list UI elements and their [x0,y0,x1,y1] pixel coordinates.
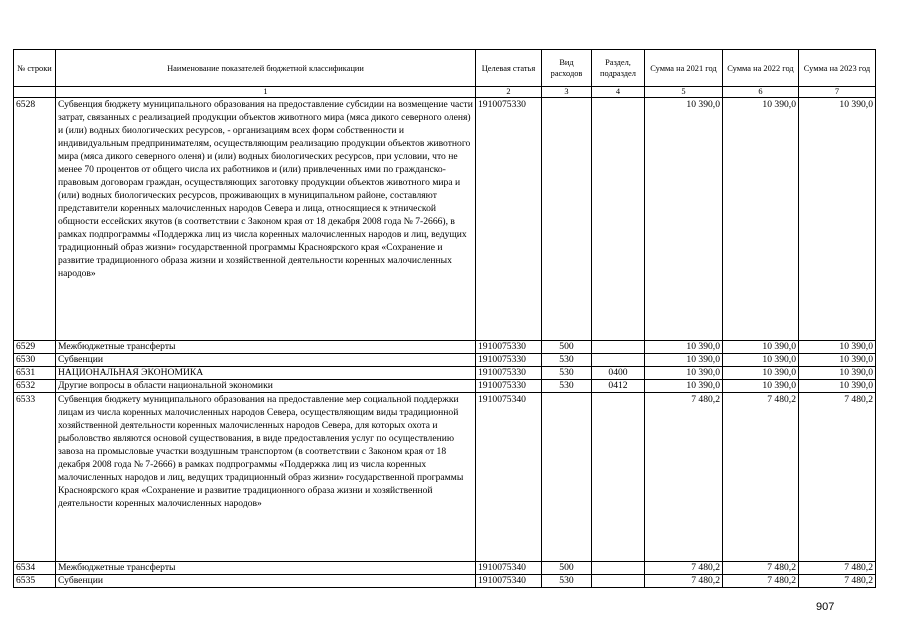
header-type: Вид расходов [542,50,592,87]
row-sum-2021: 10 390,0 [645,380,723,393]
row-sum-2022: 10 390,0 [723,98,799,341]
row-name: НАЦИОНАЛЬНАЯ ЭКОНОМИКА [56,367,476,380]
row-number: 6530 [14,354,56,367]
budget-table [13,49,876,588]
row-name: Межбюджетные трансферты [56,341,476,354]
row-number: 6531 [14,367,56,380]
row-name: Межбюджетные трансферты [56,562,476,575]
header-row-no: № строки [14,50,56,87]
table-row [14,575,876,588]
row-sum-2023: 10 390,0 [799,367,876,380]
table-row [14,393,876,562]
row-number: 6528 [14,98,56,341]
row-type: 530 [542,575,592,588]
row-sum-2023: 7 480,2 [799,393,876,562]
row-section: 0400 [592,367,645,380]
row-section [592,562,645,575]
row-sum-2023: 10 390,0 [799,341,876,354]
row-sum-2023: 7 480,2 [799,575,876,588]
row-target: 1910075340 [476,393,542,562]
column-number: 3 [542,87,592,98]
row-section [592,354,645,367]
column-number: 6 [723,87,799,98]
header-2022: Сумма на 2022 год [723,50,799,87]
row-target: 1910075330 [476,341,542,354]
row-sum-2023: 10 390,0 [799,98,876,341]
row-number: 6529 [14,341,56,354]
row-sum-2021: 7 480,2 [645,562,723,575]
row-sum-2022: 7 480,2 [723,575,799,588]
row-sum-2023: 7 480,2 [799,562,876,575]
table-row [14,354,876,367]
row-target: 1910075330 [476,98,542,341]
column-number: 5 [645,87,723,98]
row-sum-2021: 10 390,0 [645,367,723,380]
row-sum-2022: 10 390,0 [723,367,799,380]
row-name: Субвенции [56,575,476,588]
row-number: 6534 [14,562,56,575]
row-name: Другие вопросы в области национальной экономики [56,380,476,393]
column-number: 4 [592,87,645,98]
column-number: 2 [476,87,542,98]
row-type: 530 [542,380,592,393]
row-sum-2021: 10 390,0 [645,98,723,341]
row-sum-2021: 7 480,2 [645,393,723,562]
row-sum-2022: 10 390,0 [723,354,799,367]
row-section [592,341,645,354]
row-name: Субвенция бюджету муниципального образования на предоставление субсидии на возмещение части затрат, связанных с реализацией продукции объектов животного мира (мяса дикого северного оленя) и (или) водных биологических ресурсов, - организациям всех форм собственности и индивидуальным предпринимателям, осуществляющим реализацию продукции объектов животного мира (мяса дикого северного оленя) и (или) водных биологических ресурсов, при условии, что не менее 70 процентов от общего числа их работников и (или) привлеченных ими по гражданско-правовым договорам граждан, осуществляющих заготовку продукции объектов животного мира и (или) водных биологических ресурсов, проживающих в муниципальном районе, составляют представители коренных малочисленных народов Севера и лица, относящиеся к этнической общности ессейских якутов (в соответствии с Законом края от 18 декабря 2008 года № 7-2666), в рамках подпрограммы «Поддержка лиц из числа коренных малочисленных народов и лиц, ведущих традиционный образ жизни» государственной программы Красноярского края «Сохранение и развитие традиционного образа жизни и хозяйственной деятельности коренных малочисленных народов» [56,98,476,341]
row-sum-2022: 7 480,2 [723,393,799,562]
column-number-blank [14,87,56,98]
row-number: 6533 [14,393,56,562]
column-number: 1 [56,87,476,98]
row-type: 530 [542,367,592,380]
row-sum-2021: 10 390,0 [645,341,723,354]
row-sum-2022: 10 390,0 [723,380,799,393]
row-number: 6532 [14,380,56,393]
row-sum-2021: 7 480,2 [645,575,723,588]
header-section: Раздел, подраздел [592,50,645,87]
header-target: Целевая статья [476,50,542,87]
row-target: 1910075340 [476,575,542,588]
table-row [14,341,876,354]
table-row [14,98,876,341]
row-type: 500 [542,341,592,354]
row-section [592,575,645,588]
header-2021: Сумма на 2021 год [645,50,723,87]
row-target: 1910075340 [476,562,542,575]
table-row [14,380,876,393]
header-name: Наименование показателей бюджетной классификации [56,50,476,87]
row-sum-2022: 10 390,0 [723,341,799,354]
row-target: 1910075330 [476,367,542,380]
row-name: Субвенции [56,354,476,367]
row-sum-2022: 7 480,2 [723,562,799,575]
header-2023: Сумма на 2023 год [799,50,876,87]
row-type [542,98,592,341]
row-section [592,393,645,562]
column-number: 7 [799,87,876,98]
row-target: 1910075330 [476,354,542,367]
row-sum-2021: 10 390,0 [645,354,723,367]
row-type: 500 [542,562,592,575]
page-number: 907 [816,601,835,613]
row-number: 6535 [14,575,56,588]
row-section [592,98,645,341]
table-row [14,367,876,380]
column-number-row [14,87,876,98]
header-row [14,50,876,87]
row-target: 1910075330 [476,380,542,393]
row-sum-2023: 10 390,0 [799,354,876,367]
row-name: Субвенция бюджету муниципального образования на предоставление мер социальной поддержки лицам из числа коренных малочисленных народов Севера, осуществляющим виды традиционной хозяйственной деятельности коренных малочисленных народов Севера, для которых охота и рыболовство являются основой существования, в виде предоставления услуг по осуществлению завоза на промысловые участки воздушным транспортом (в соответствии с Законом края от 18 декабря 2008 года № 7-2666) в рамках подпрограммы «Поддержка лиц из числа коренных малочисленных народов и лиц, ведущих традиционный образ жизни» государственной программы Красноярского края «Сохранение и развитие традиционного образа жизни и хозяйственной деятельности коренных малочисленных народов» [56,393,476,562]
row-type: 530 [542,354,592,367]
row-section: 0412 [592,380,645,393]
row-sum-2023: 10 390,0 [799,380,876,393]
row-type [542,393,592,562]
table-row [14,562,876,575]
